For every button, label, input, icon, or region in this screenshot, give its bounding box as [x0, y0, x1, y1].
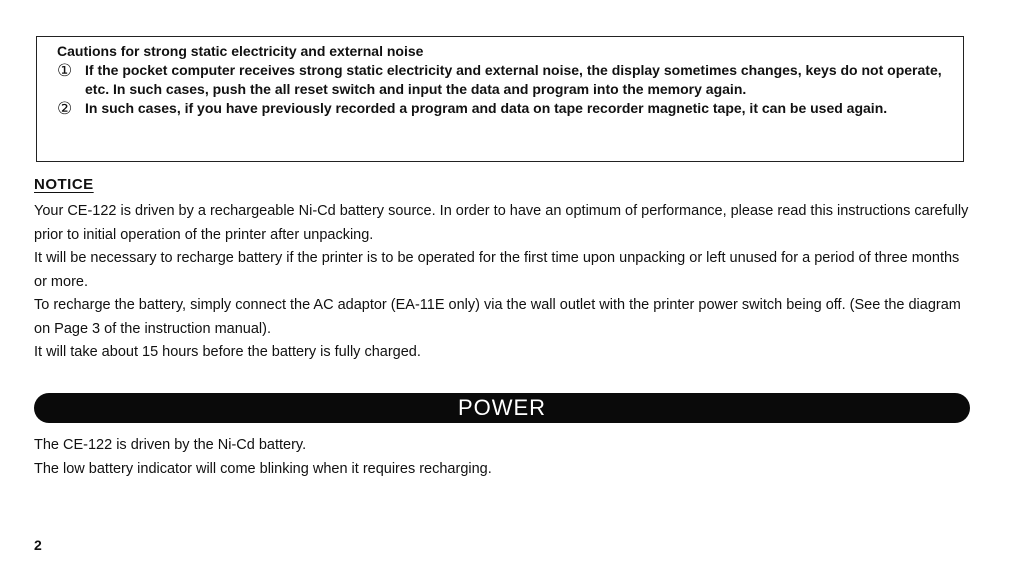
power-section-banner — [34, 393, 970, 423]
caution-text: If the pocket computer receives strong static electricity and external noise, the display sometimes changes, keys do not operate, etc. In such cases, push the all reset switch and input the data and program into the memory again. — [85, 62, 942, 97]
power-heading: POWER — [457, 395, 547, 420]
cautions-box — [36, 36, 964, 162]
caution-text: In such cases, if you have previously recorded a program and data on tape recorder magnetic tape, it can be used again. — [85, 100, 888, 116]
notice-paragraph: Your CE-122 is driven by a rechargeable Ni-Cd battery source. In order to have an optimum of performance, please read this instructions carefully prior to initial operation of the printer after unpacking. — [34, 203, 969, 243]
notice-paragraph: It will take about 15 hours before the battery is fully charged. — [34, 344, 421, 360]
notice-paragraph: To recharge the battery, simply connect the AC adaptor (EA-11E only) via the wall outlet with the printer power switch being off. (See the diagram on Page 3 of the instruction manual). — [34, 297, 961, 337]
notice-paragraph: It will be necessary to recharge battery if the printer is to be operated for the first time upon unpacking or left unused for a period of three months or more. — [34, 250, 960, 290]
caution-item — [57, 61, 949, 99]
power-body — [34, 434, 974, 481]
notice-body — [34, 200, 974, 365]
cautions-title: Cautions for strong static electricity and external noise — [57, 43, 424, 59]
page-number: 2 — [34, 537, 42, 553]
notice-heading: NOTICE — [34, 176, 94, 193]
caution-item — [57, 99, 949, 118]
caution-number: ② — [57, 99, 73, 118]
caution-number: ① — [57, 61, 73, 80]
power-paragraph: The low battery indicator will come blinking when it requires recharging. — [34, 460, 492, 477]
power-paragraph: The CE-122 is driven by the Ni-Cd battery. — [34, 437, 307, 453]
